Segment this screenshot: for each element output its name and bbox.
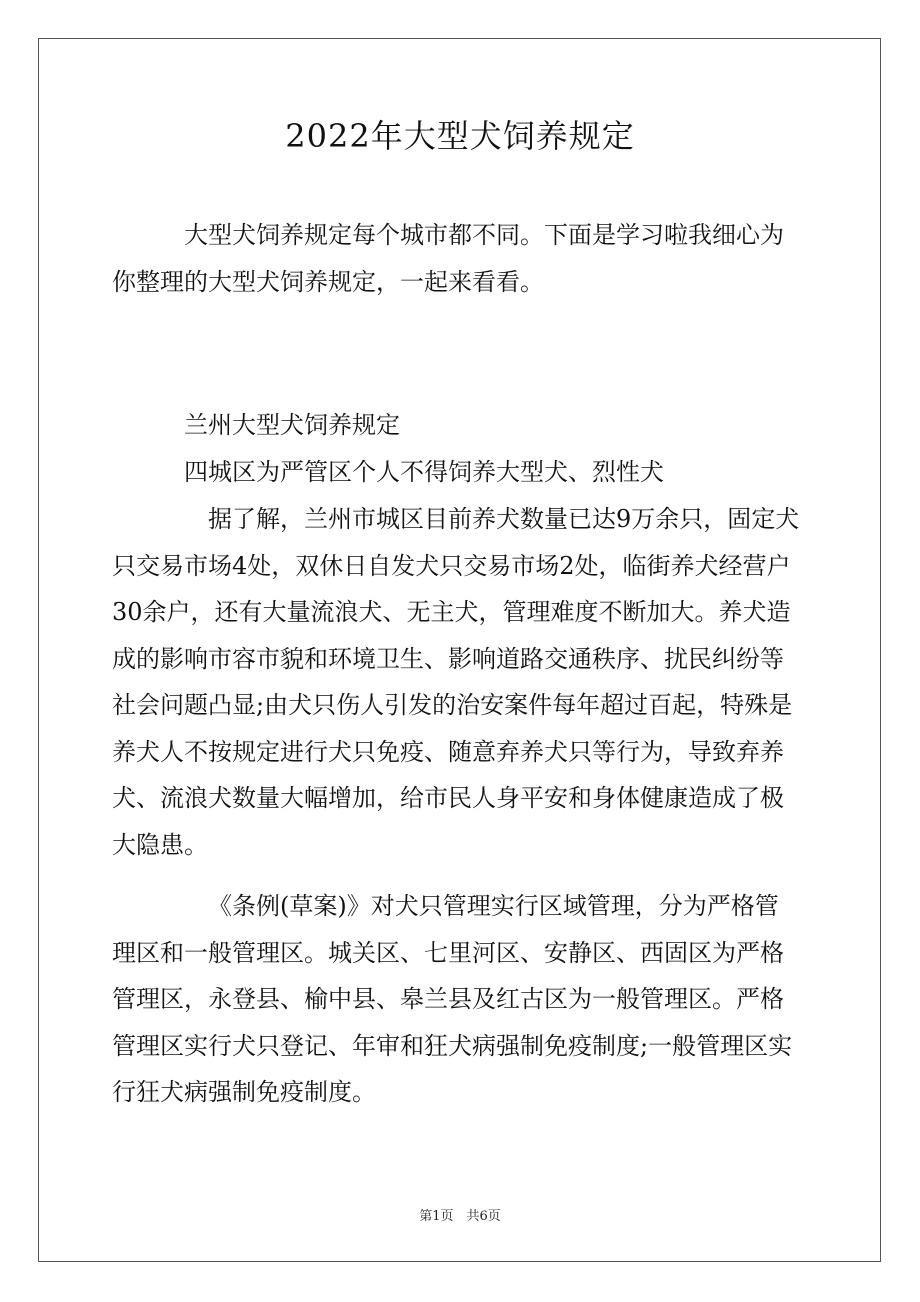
section-subheading: 四城区为严管区个人不得饲养大型犬、烈性犬 (184, 458, 664, 486)
page-number-footer: 第1页 共6页 (419, 1209, 501, 1224)
section-heading: 兰州大型犬饲养规定 (184, 411, 400, 439)
body-paragraph: 据了解，兰州市城区目前养犬数量已达9万余只，固定犬只交易市场4处，双休日自发犬只交易市场2处，临街养犬经营户30余户，还有大量流浪犬、无主犬，管理难度不断加大。养犬造成的影响市容市貌和环境卫生、影响道路交通秩序、扰民纠纷等社会问题凸显;由犬只伤人引发的治安案件每年超过百起，特殊是养犬人不按规定进行犬只免疫、随意弃养犬只等行为，导致弃养犬、流浪犬数量大幅增加，给市民人身平安和身体健康造成了极大隐患。 (112, 505, 800, 859)
intro-paragraph: 大型犬饲养规定每个城市都不同。下面是学习啦我细心为你整理的大型犬饲养规定，一起来看看。 (112, 221, 784, 296)
body-paragraph: 《条例(草案)》对犬只管理实行区域管理，分为严格管理区和一般管理区。城关区、七里河区、安静区、西固区为严格管理区，永登县、榆中县、皋兰县及红古区为一般管理区。严格管理区实行犬只登记、年审和狂犬病强制免疫制度;一般管理区实行狂犬病强制免疫制度。 (112, 892, 793, 1106)
document-title: 2022年大型犬饲养规定 (285, 117, 635, 155)
